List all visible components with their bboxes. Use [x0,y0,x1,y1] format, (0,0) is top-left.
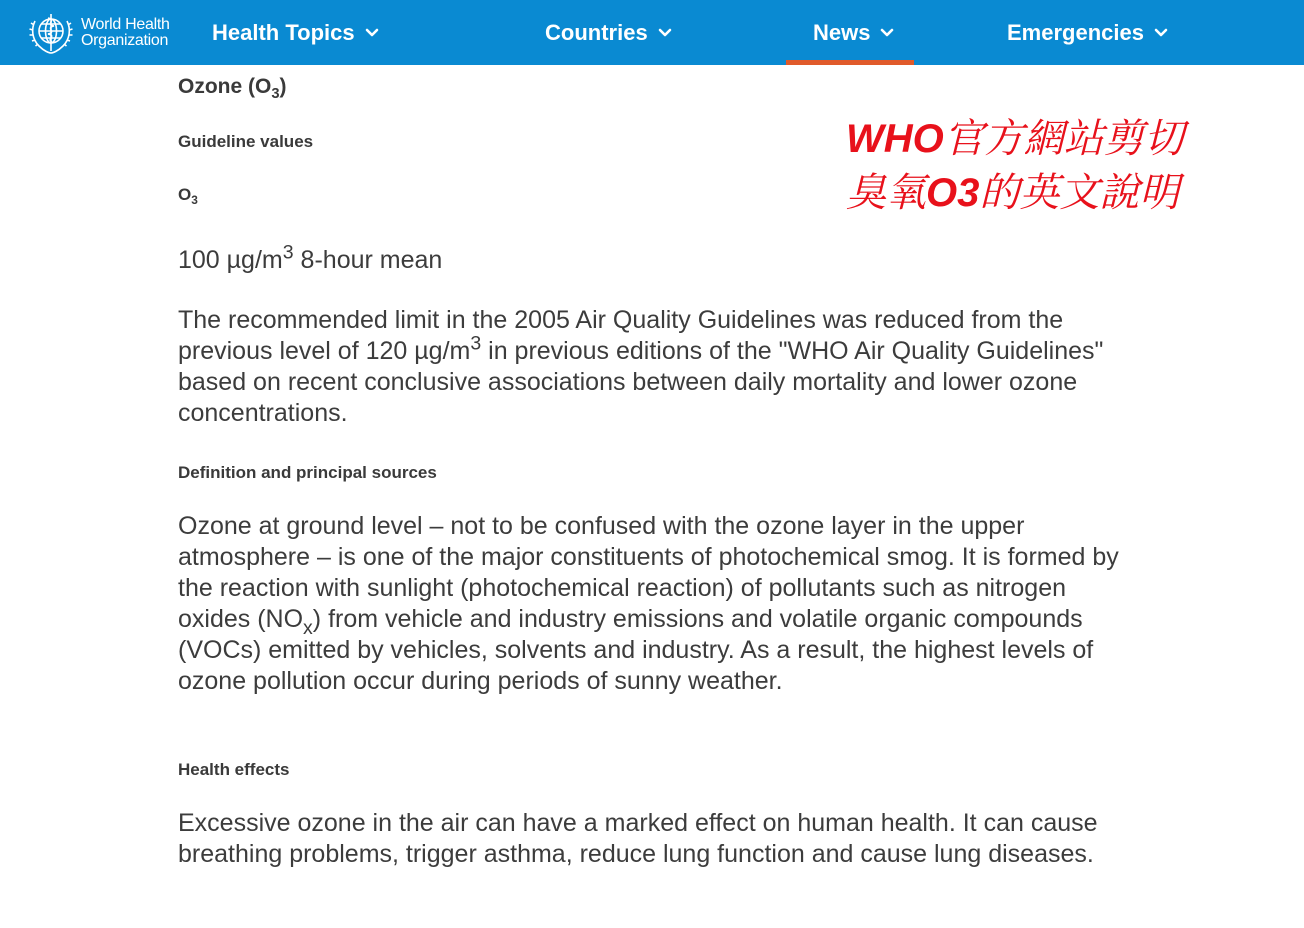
annotation-line-2-cjk-a: 臭氧 [846,170,926,216]
nav-emergencies[interactable] [1007,0,1168,65]
chevron-down-icon [880,28,894,38]
logo-wordmark [81,17,170,49]
logo-line-2: Organization [81,32,169,49]
annotation-line-2 [846,166,1184,220]
annotation-line-1-latin: WHO [846,117,944,161]
annotation-line-1-cjk: 官方網站剪切 [943,116,1184,162]
red-annotation [846,112,1184,220]
nav-countries[interactable] [545,0,672,65]
page-title-text: Ozone (O [178,75,272,98]
who-emblem-icon [26,9,76,57]
definition-paragraph [178,511,1128,697]
definition-text-end: ) from vehicle and industry emissions and volatile organic compounds (VOCs) emitted by vehicles, solvents and industry. As a result, the highest levels of ozone pollution occur during periods of sunny weather. [178,605,1094,695]
health-effects-paragraph: Excessive ozone in the air can have a marked effect on human health. It can cause breathing problems, trigger asthma, reduce lung function and cause lung diseases. [178,809,1098,868]
limit-text-end: in previous editions of the "WHO Air Quality Guidelines" based on recent conclusive associations between daily mortality and lower ozone concentrations. [178,337,1104,427]
nav-health-topics[interactable] [212,0,379,65]
who-logo[interactable] [26,9,170,57]
page-title-close: ) [279,75,287,98]
chevron-down-icon [658,28,672,38]
definition-heading: Definition and principal sources [178,463,437,482]
annotation-line-2-cjk-b: 的英文說明 [979,170,1180,216]
definition-text-start: Ozone at ground level – not to be confused with the ozone layer in the upper atmosphere – is one of the major constituents of photochemical smog. It is formed by the reaction with sunlight (photochemical reaction) of pollutants such as nitrogen oxides (NO [178,512,1119,633]
nav-news[interactable] [813,0,894,65]
nav-countries-label: Countries [545,19,648,45]
annotation-line-2-latin: O3 [926,171,980,215]
page-title-subscript: 3 [271,86,280,103]
o3-label-subscript: 3 [191,193,198,208]
top-navigation-bar [0,0,1304,65]
guideline-value [178,241,1128,276]
nav-emergencies-label: Emergencies [1007,19,1144,45]
definition-subscript: x [303,616,313,639]
guideline-values-heading: Guideline values [178,132,314,151]
guideline-value-superscript: 3 [282,241,294,264]
o3-label-text: O [178,185,192,204]
chevron-down-icon [1154,28,1168,38]
limit-text-start: The recommended limit in the 2005 Air Quality Guidelines was reduced from the previous level of 120 µg/m [178,306,1064,365]
guideline-value-text: 100 µg/m [178,246,283,274]
annotation-line-1 [846,112,1184,166]
logo-line-1: World Health [81,16,170,33]
o3-label [178,185,198,207]
limit-superscript: 3 [470,332,482,355]
nav-news-label: News [813,19,871,45]
health-effects-heading: Health effects [178,760,290,779]
guideline-value-unit: 8-hour mean [293,246,443,274]
recommended-limit-paragraph [178,305,1128,429]
nav-health-topics-label: Health Topics [212,19,355,45]
chevron-down-icon [365,28,379,38]
page-title [178,75,287,102]
